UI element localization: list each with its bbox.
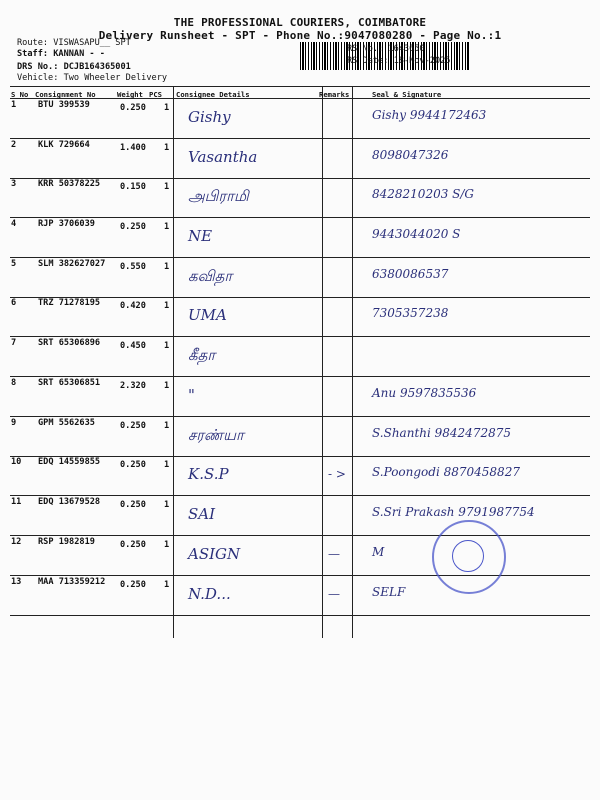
col-consignment: Consignment No [35,90,96,99]
row-consignment-no: EDQ 13679528 [38,497,101,507]
row-seal-signature: S.Sri Prakash 9791987754 [372,505,535,519]
col-pcs: PCS [149,90,162,99]
row-pcs: 1 [164,182,170,192]
row-consignee-signature: சரண்யா [188,426,244,444]
row-weight: 0.550 [120,262,146,272]
row-remark: — [328,547,340,561]
row-consignment-no: SRT 65306896 [38,338,101,348]
row-weight: 0.150 [120,182,146,192]
col-seal: Seal & Signature [372,90,442,99]
row-seal-signature: 7305357238 [372,306,449,320]
row-pcs: 1 [164,500,170,510]
col-weight: Weight [117,90,143,99]
row-consignee-signature: K.S.P [188,465,229,483]
row-divider [10,615,590,616]
row-consignee-signature: ASIGN [188,545,241,563]
row-consignment-no: RSP 1982819 [38,537,95,547]
row-sno: 5 [11,259,17,269]
drs-number: DRS No.: DCJB164365001 [17,62,131,72]
runsheet-subtitle: Delivery Runsheet - SPT - Phone No.:9047080280 - Page No.:1 [98,29,502,42]
row-weight: 0.250 [120,580,146,590]
vehicle-label: Vehicle: Two Wheeler Delivery [17,73,168,83]
row-consignee-signature: NE [188,227,213,245]
row-pcs: 1 [164,421,170,431]
row-divider [10,376,590,377]
row-pcs: 1 [164,103,170,113]
row-consignment-no: MAA 713359212 [38,577,106,587]
row-weight: 2.320 [120,381,146,391]
row-sno: 9 [11,418,17,428]
row-divider [10,336,590,337]
row-pcs: 1 [164,540,170,550]
row-consignee-signature: Vasantha [188,148,258,166]
row-pcs: 1 [164,143,170,153]
row-consignee-signature: SAI [188,505,216,523]
row-weight: 0.250 [120,222,146,232]
row-sno: 11 [11,497,22,507]
row-pcs: 1 [164,580,170,590]
row-sno: 7 [11,338,17,348]
row-seal-signature: Gishy 9944172463 [372,108,487,122]
row-consignee-signature: UMA [188,306,227,324]
row-seal-signature: 8428210203 S/G [372,187,475,201]
row-consignee-signature: கீதா [188,346,216,364]
row-seal-signature: S.Shanthi 9842472875 [372,426,511,440]
row-weight: 0.250 [120,540,146,550]
row-divider [10,138,590,139]
row-divider [10,495,590,496]
row-sno: 13 [11,577,22,587]
row-sno: 12 [11,537,22,547]
row-seal-signature: Anu 9597835536 [372,386,477,400]
row-pcs: 1 [164,381,170,391]
row-pcs: 1 [164,262,170,272]
row-consignment-no: GPM 5562635 [38,418,95,428]
row-sno: 10 [11,457,22,467]
row-consignment-no: RJP 3706039 [38,219,95,229]
row-pcs: 1 [164,301,170,311]
row-pcs: 1 [164,460,170,470]
row-weight: 0.250 [120,460,146,470]
row-sno: 2 [11,140,17,150]
row-divider [10,575,590,576]
col-remarks: Remarks [319,90,350,99]
row-consignment-no: BTU 399539 [38,100,90,110]
row-weight: 1.400 [120,143,146,153]
row-weight: 0.450 [120,341,146,351]
row-seal-signature: 6380086537 [372,267,449,281]
row-remark: — [328,587,340,601]
row-pcs: 1 [164,222,170,232]
row-seal-signature: 9443044020 S [372,227,461,241]
row-consignment-no: SRT 65306851 [38,378,101,388]
row-consignee-signature: N.D... [188,585,231,603]
row-consignee-signature: அபிராமி [188,187,249,205]
row-sno: 1 [11,100,17,110]
row-sno: 4 [11,219,17,229]
col-sno: S No [11,90,29,99]
row-weight: 0.250 [120,421,146,431]
row-divider [10,535,590,536]
company-title: THE PROFESSIONAL COURIERS, COIMBATORE [173,16,427,29]
row-consignment-no: KLK 729664 [38,140,90,150]
row-seal-signature: S.Poongodi 8870458827 [372,465,520,479]
row-consignee-signature: " [188,386,195,404]
col-consignee: Consignee Details [176,90,250,99]
rs-number: RS No.: 1643650 [347,44,425,54]
row-seal-signature: SELF [372,585,406,599]
row-sno: 3 [11,179,17,189]
row-consignment-no: EDQ 14559855 [38,457,101,467]
row-sno: 6 [11,298,17,308]
row-remark: - > [328,467,346,481]
row-consignment-no: KRR 50378225 [38,179,101,189]
row-divider [10,416,590,417]
row-divider [10,217,590,218]
row-consignee-signature: கவிதா [188,267,233,285]
staff-label: Staff: KANNAN - - [17,49,105,59]
row-divider [10,257,590,258]
row-pcs: 1 [164,341,170,351]
row-consignment-no: TRZ 71278195 [38,298,101,308]
row-seal-signature: 8098047326 [372,148,449,162]
row-weight: 0.420 [120,301,146,311]
row-weight: 0.250 [120,103,146,113]
route-label: Route: VISWASAPU__ SPT [17,38,131,48]
row-consignee-signature: Gishy [188,108,231,126]
row-seal-signature: M [372,545,385,559]
rs-date: RS Date: 18-Nov-2025 [347,56,451,66]
stamp-emblem [452,540,484,572]
row-consignment-no: SLM 382627027 [38,259,106,269]
row-weight: 0.250 [120,500,146,510]
row-sno: 8 [11,378,17,388]
